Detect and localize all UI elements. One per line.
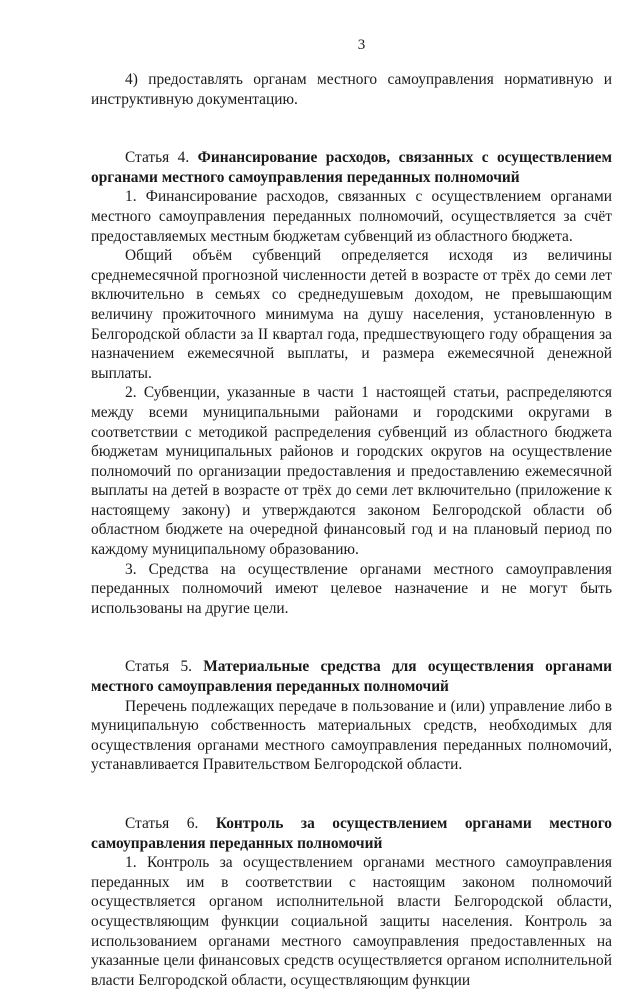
article-label: Статья 5. xyxy=(125,658,193,676)
spacer xyxy=(91,618,612,657)
article-paragraph: 2. Субвенции, указанные в части 1 настоящей статьи, распределяются между всеми муниципальными районами и городскими округами в соответствии с методикой распределения субвенций из областного бюджета бюджетам муниципальных районов и городских округов на осуществление полномочий по организации предоставления и предоставлению ежемесячной выплаты на детей в возрасте от трёх до семи лет включительно (приложение к настоящему закону) и утверждаются законом Белгородской области об областном бюджете на очередной финансовый год и на плановый период по каждому муниципальному образованию. xyxy=(91,384,612,559)
article-paragraph: 1. Контроль за осуществлением органами местного самоуправления переданных им в соответствии с настоящим законом полномочий осуществляется органом исполнительной власти Белгородской области, осуществляющим функции социальной защиты населения. Контроль за использованием органами местного самоуправления предоставленных на указанные цели финансовых средств осуществляется органом исполнительной власти Белгородской области, осуществляющим функции xyxy=(91,854,612,989)
spacer xyxy=(91,109,612,148)
article-5 xyxy=(91,657,612,775)
page-number: 3 xyxy=(357,37,366,53)
article-6 xyxy=(91,814,612,990)
article-title: Контроль за осуществлением органами местного самоуправления переданных полномочий xyxy=(91,815,612,852)
article-heading xyxy=(91,148,612,187)
article-label: Статья 4. xyxy=(125,149,190,167)
article-paragraph: Перечень подлежащих передаче в пользование и (или) управление либо в муниципальную собственность материальных средств, необходимых для осуществления органами местного самоуправления переданных полномочий, устанавливается Правительством Белгородской области. xyxy=(91,697,612,774)
article-paragraph: 1. Финансирование расходов, связанных с осуществлением органами местного самоуправления переданных полномочий, осуществляется за счёт предоставляемых местным бюджетам субвенций из областного бюджета. xyxy=(91,188,612,245)
article-paragraph: 3. Средства на осуществление органами местного самоуправления переданных полномочий имеют целевое назначение и не могут быть использованы на другие цели. xyxy=(91,560,612,617)
article-title: Финансирование расходов, связанных с осуществлением органами местного самоуправления переданных полномочий xyxy=(91,149,613,186)
article-label: Статья 6. xyxy=(125,815,199,832)
article-heading xyxy=(91,657,612,696)
intro-paragraph: 4) предоставлять органам местного самоуправления нормативную и инструктивную документацию. xyxy=(91,71,612,108)
article-title: Материальные средства для осуществления органами местного самоуправления переданных полномочий xyxy=(91,658,612,696)
article-heading xyxy=(91,814,612,853)
article-paragraph: Общий объём субвенций определяется исходя из величины среднемесячной прогнозной численности детей в возрасте от трёх до семи лет включительно в семьях со среднедушевым доходом, не превышающим величину прожиточного минимума на душу населения, установленную в Белгородской области за II квартал года, предшествующего году обращения за назначением ежемесячной выплаты, и размера ежемесячной денежной выплаты. xyxy=(91,247,612,382)
spacer xyxy=(91,775,612,814)
article-4 xyxy=(91,148,612,618)
